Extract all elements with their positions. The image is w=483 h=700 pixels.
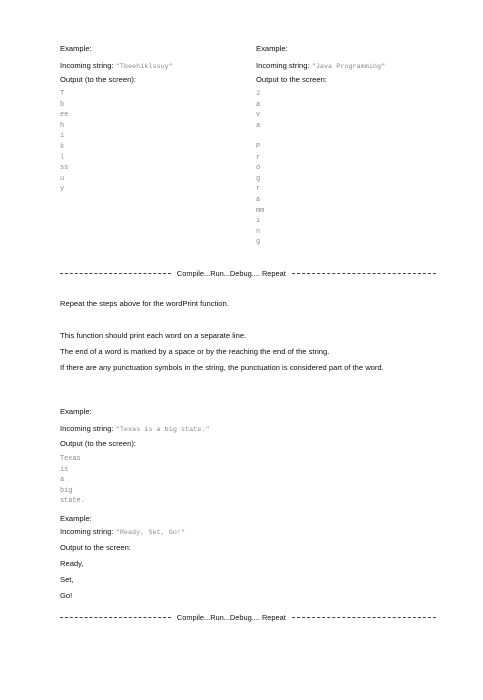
- rule-line: This function should print each word on a separate line.: [60, 331, 247, 340]
- dashed-rule: [292, 273, 436, 274]
- section-separator: [60, 269, 436, 278]
- incoming-string-value: "Ready, Set, Go!": [115, 529, 186, 537]
- output-line: Go!: [60, 591, 73, 600]
- rule-line: The end of a word is marked by a space or by the reaching the end of the string.: [60, 347, 330, 356]
- output-line: h: [60, 121, 65, 130]
- output-line: T: [60, 90, 65, 98]
- incoming-string-value: "Java Programming": [311, 63, 386, 71]
- output-line: a: [60, 476, 65, 485]
- output-line: o: [256, 164, 261, 173]
- output-label: Output (to the screen):: [60, 439, 136, 448]
- output-line: n: [256, 227, 261, 236]
- output-line: Texas: [60, 455, 81, 463]
- output-line: u: [60, 174, 65, 183]
- output-line: big: [60, 486, 73, 495]
- output-lines: [60, 89, 68, 195]
- output-line: P: [256, 142, 261, 151]
- output-line: k: [60, 142, 65, 151]
- output-line: a: [256, 195, 261, 204]
- output-lines: [60, 454, 85, 507]
- output-line: J: [256, 90, 261, 98]
- output-line: g: [256, 174, 261, 183]
- output-line: mm: [256, 206, 265, 215]
- dashed-rule: [60, 273, 171, 274]
- output-line: r: [256, 153, 261, 162]
- output-lines: [256, 89, 264, 248]
- dashed-rule: [60, 617, 171, 618]
- output-line: a: [256, 121, 261, 130]
- word-print-intro: Repeat the steps above for the wordPrint function.: [60, 299, 229, 308]
- incoming-string-value: "Texas is a big state.": [115, 426, 210, 434]
- separator-label: Compile...Run...Debug.... Repeat: [176, 269, 286, 278]
- output-line: l: [60, 153, 65, 162]
- output-label: Output (to the screen):: [60, 75, 136, 84]
- incoming-string-label: Incoming string:: [60, 424, 114, 433]
- example-heading: Example:: [60, 407, 92, 416]
- output-line: y: [60, 185, 65, 194]
- output-line: r: [256, 185, 261, 194]
- output-label: Output to the screen:: [60, 543, 131, 552]
- output-line: ss: [60, 164, 69, 173]
- incoming-string-label: Incoming string:: [60, 61, 114, 70]
- example-heading: Example:: [60, 44, 92, 53]
- output-line: state.: [60, 497, 85, 506]
- incoming-string-row: [256, 61, 385, 72]
- incoming-string-label: Incoming string:: [60, 527, 114, 536]
- output-line: g: [256, 238, 261, 247]
- output-label: Output to the screen:: [256, 75, 327, 84]
- separator-label: Compile...Run...Debug.... Repeat: [176, 613, 286, 622]
- output-line: [256, 131, 264, 142]
- output-line: ee: [60, 111, 69, 120]
- section-separator: [60, 613, 436, 622]
- output-line: is: [60, 465, 69, 474]
- incoming-string-value: "Tbeehiklssuy": [115, 63, 173, 71]
- incoming-string-row: [60, 61, 173, 72]
- incoming-string-label: Incoming string:: [256, 61, 310, 70]
- incoming-string-row: [60, 527, 185, 538]
- output-line: i: [256, 217, 261, 226]
- rule-line: If there are any punctuation symbols in the string, the punctuation is considered part of the word.: [60, 363, 384, 372]
- example-heading: Example:: [60, 514, 92, 523]
- example-heading: Example:: [256, 44, 288, 53]
- output-line: a: [256, 100, 261, 109]
- output-line: i: [60, 132, 65, 141]
- incoming-string-row: [60, 424, 210, 435]
- dashed-rule: [292, 617, 436, 618]
- output-line: b: [60, 100, 65, 109]
- output-line: Set,: [60, 575, 74, 584]
- output-line: Ready,: [60, 559, 84, 568]
- output-line: v: [256, 111, 261, 120]
